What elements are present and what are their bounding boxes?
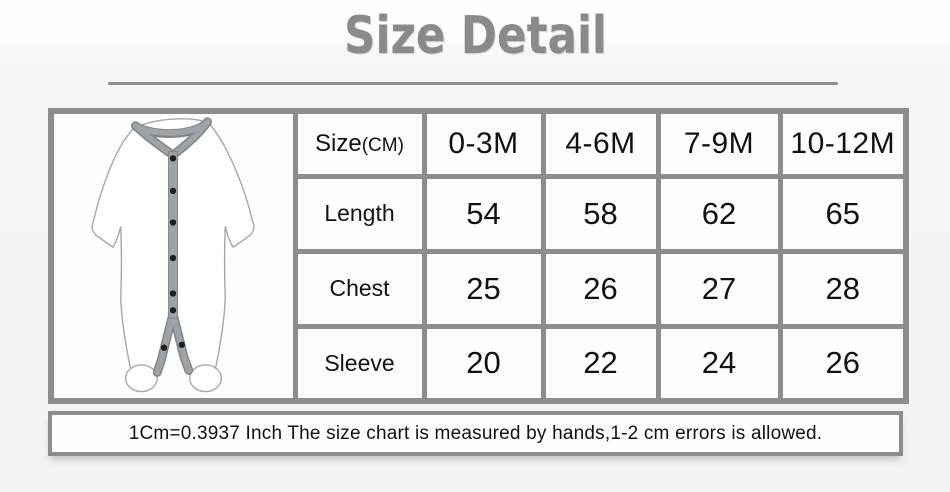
cell-sleeve-0-3m: 20 [424,326,543,401]
size-header-label: Size [315,129,362,157]
row-label-chest: Chest [295,251,424,326]
cell-chest-4-6m: 26 [543,251,658,326]
table-header-row [51,111,906,176]
title-area [0,8,950,65]
row-label-length: Length [295,176,424,251]
column-header-7-9m: 7-9M [658,111,780,176]
cell-chest-0-3m: 25 [424,251,543,326]
cell-length-7-9m: 62 [658,176,780,251]
cell-length-4-6m: 58 [543,176,658,251]
note-text: 1Cm=0.3937 Inch The size chart is measured by hands,1-2 cm errors is allowed. [128,422,823,444]
title-underline [108,82,838,85]
garment-illustration-cell [51,111,295,401]
size-header-cell [295,111,424,176]
column-header-0-3m: 0-3M [424,111,543,176]
cell-length-0-3m: 54 [424,176,543,251]
cell-sleeve-7-9m: 24 [658,326,780,401]
cell-sleeve-4-6m: 22 [543,326,658,401]
note-box [48,411,903,456]
page-title: Size Detail [343,6,607,66]
cell-length-10-12m: 65 [780,176,906,251]
column-header-4-6m: 4-6M [543,111,658,176]
row-label-sleeve: Sleeve [295,326,424,401]
size-header-unit: (CM) [361,134,404,156]
baby-romper-icon [59,114,287,398]
cell-sleeve-10-12m: 26 [780,326,906,401]
column-header-10-12m: 10-12M [780,111,906,176]
size-table [48,108,909,404]
cell-chest-10-12m: 28 [780,251,906,326]
cell-chest-7-9m: 27 [658,251,780,326]
